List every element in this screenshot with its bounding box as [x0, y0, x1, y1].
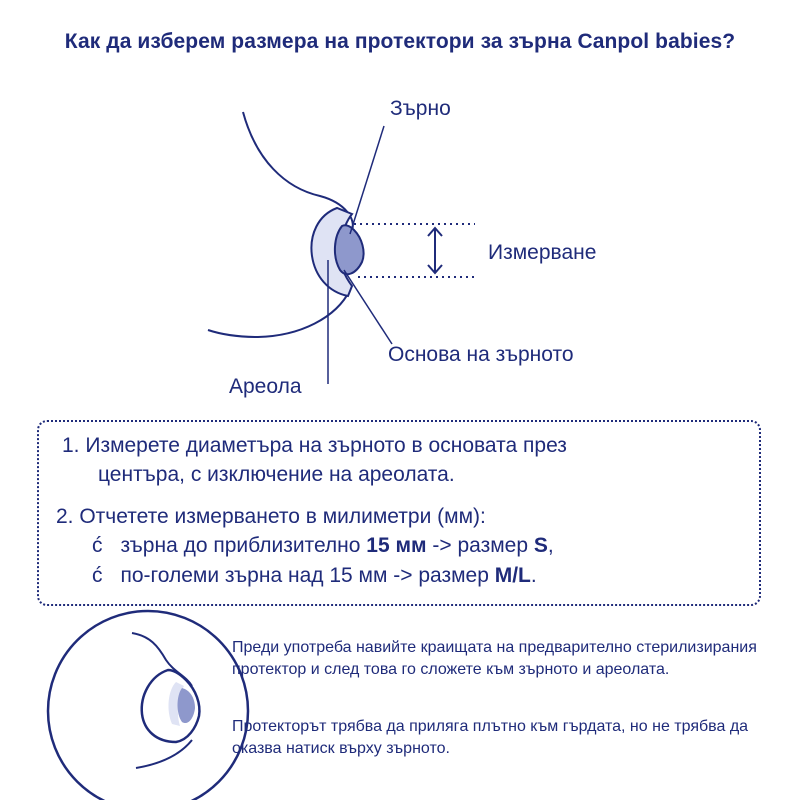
label-nipple: Зърно [390, 97, 451, 120]
bullet-end: , [547, 534, 554, 557]
note-application: Преди употреба навийте краищата на предварително стерилизирания протектор и след това го сложете към зърното и ареолата. [232, 639, 757, 678]
bullet-size: S [533, 534, 548, 557]
nipple-shape [335, 225, 364, 274]
bullet-size: M/L [494, 564, 531, 587]
bullet-middle: -> размер [426, 534, 534, 557]
page-title: Как да изберем размера на протектори за зърна Canpol babies? [64, 30, 736, 53]
bullet-marker: ć [92, 564, 103, 587]
bullet-text: по-големи зърна над 15 мм [120, 564, 388, 587]
base-leader [344, 270, 392, 344]
label-measurement: Измерване [488, 241, 597, 264]
shield-breast-lower [136, 740, 192, 768]
bullet-small [92, 534, 554, 558]
bullet-large [92, 564, 537, 588]
nipple-leader [350, 126, 384, 234]
bullet-end: . [530, 564, 537, 587]
note-fit: Протекторът трябва да прилягa плътно към гърдата, но не трябва да оказва натиск върху зърното. [232, 718, 749, 757]
step-1-line-2: центъра, с изключение на ареолата. [98, 463, 455, 486]
label-nipple-base: Основа на зърното [388, 343, 574, 366]
bullet-bold-value: 15 мм [366, 534, 427, 557]
bullet-middle: -> размер [387, 564, 495, 587]
bullet-text: зърна до приблизително [120, 534, 367, 557]
bullet-marker: ć [92, 534, 103, 557]
step-2: 2. Отчетете измерването в милиметри (мм): [56, 505, 486, 528]
step-1-line-1: 1. Измерете диаметъра на зърното в основата през [62, 434, 567, 457]
label-areola: Ареола [229, 375, 302, 398]
